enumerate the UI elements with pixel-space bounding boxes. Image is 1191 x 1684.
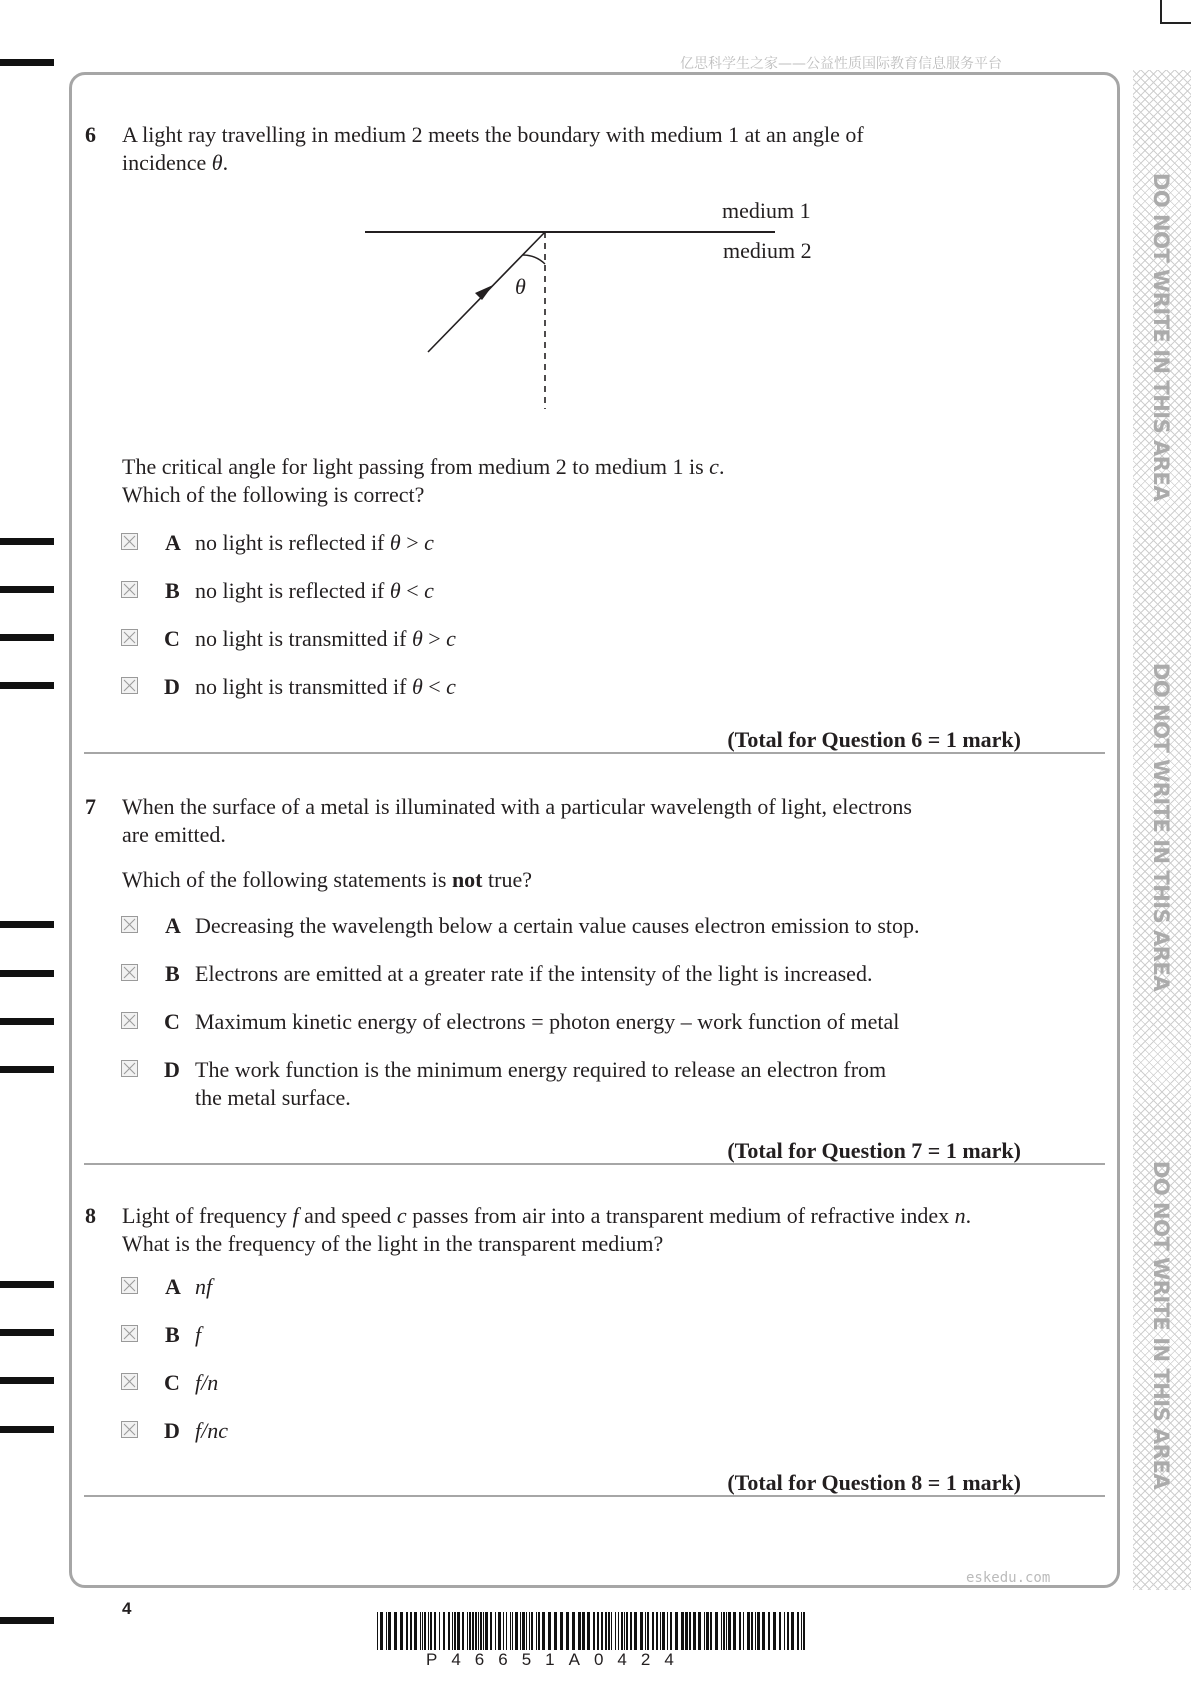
page-number: 4 [122, 1599, 132, 1618]
barcode-bar [467, 1612, 468, 1650]
barcode-bar [652, 1612, 654, 1650]
barcode-bar [386, 1612, 387, 1650]
barcode-bar [647, 1612, 649, 1650]
answer-checkbox[interactable] [121, 1325, 138, 1342]
question-stem: are emitted. [122, 822, 226, 847]
barcode-bar [779, 1612, 781, 1650]
option-text: nf [195, 1274, 213, 1299]
barcode-bar [773, 1612, 776, 1650]
barcode-bar [656, 1612, 658, 1650]
barcode-bar [605, 1612, 607, 1650]
question-total: (Total for Question 6 = 1 mark) [727, 727, 1021, 752]
barcode-bar [728, 1612, 731, 1650]
margin-tick [0, 1281, 54, 1288]
barcode-bar [733, 1612, 736, 1650]
cross-box-icon [122, 1422, 137, 1437]
barcode-bar [757, 1612, 760, 1650]
barcode-bar [522, 1612, 525, 1650]
barcode-bar [410, 1612, 412, 1650]
barcode-bar [601, 1612, 603, 1650]
barcode-bar [498, 1612, 501, 1650]
cross-box-icon [122, 1278, 137, 1293]
barcode-bar [755, 1612, 756, 1650]
option-text: f/n [195, 1370, 219, 1395]
corner-mark [1160, 22, 1191, 24]
answer-checkbox[interactable] [121, 677, 138, 694]
option-letter: D [164, 674, 180, 699]
barcode-bar [645, 1612, 646, 1650]
option-text: f [195, 1322, 202, 1347]
refraction-diagram [360, 195, 840, 415]
barcode-bar [480, 1612, 482, 1650]
cross-box-icon [122, 965, 137, 980]
barcode-bar [506, 1612, 507, 1650]
margin-tick [0, 970, 54, 977]
margin-tick [0, 538, 54, 545]
question-divider [84, 752, 1105, 754]
barcode-bar [608, 1612, 610, 1650]
barcode-bar [503, 1612, 504, 1650]
barcode-bar [660, 1612, 661, 1650]
question-prompt: Which of the following is correct? [122, 482, 425, 507]
barcode-bar [422, 1612, 423, 1650]
barcode-bar [693, 1612, 696, 1650]
barcode-bar [626, 1612, 628, 1650]
answer-checkbox[interactable] [121, 629, 138, 646]
barcode-bar [743, 1612, 744, 1650]
cross-box-icon [122, 630, 137, 645]
option-text: f/nc [195, 1418, 228, 1443]
cross-box-icon [122, 1326, 137, 1341]
barcode [377, 1612, 812, 1650]
option-text: Electrons are emitted at a greater rate if the intensity of the light is increased. [195, 961, 873, 986]
barcode-bar [542, 1612, 545, 1650]
option-letter: C [164, 1370, 180, 1395]
barcode-bar [512, 1612, 513, 1650]
option-letter: C [164, 626, 180, 651]
barcode-bar [424, 1612, 426, 1650]
barcode-bar [495, 1612, 496, 1650]
question-stem: Light of frequency f and speed c passes from air into a transparent medium of refractive index n. [122, 1203, 972, 1228]
question-divider [84, 1163, 1105, 1165]
barcode-bar [630, 1612, 632, 1650]
barcode-bar [675, 1612, 678, 1650]
barcode-bar [721, 1612, 722, 1650]
barcode-bar [803, 1612, 805, 1650]
barcode-bar [380, 1612, 383, 1650]
question-total: (Total for Question 7 = 1 mark) [727, 1138, 1021, 1163]
barcode-bar [706, 1612, 709, 1650]
margin-tick [0, 1066, 54, 1073]
angle-arc [523, 255, 545, 264]
barcode-bar [406, 1612, 408, 1650]
barcode-bar [797, 1612, 799, 1650]
barcode-bar [615, 1612, 616, 1650]
barcode-bar [784, 1612, 785, 1650]
barcode-bar [624, 1612, 625, 1650]
margin-tick [0, 634, 54, 641]
barcode-bar [428, 1612, 429, 1650]
margin-tick [0, 59, 54, 66]
option-letter: B [165, 578, 180, 603]
option-text: no light is transmitted if θ < c [195, 674, 456, 699]
cross-box-icon [122, 582, 137, 597]
option-letter: A [165, 530, 181, 555]
margin-tick [0, 1617, 54, 1624]
question-number: 7 [85, 794, 96, 819]
barcode-bar [587, 1612, 590, 1650]
answer-checkbox[interactable] [121, 1060, 138, 1077]
barcode-bar [454, 1612, 456, 1650]
answer-checkbox[interactable] [121, 916, 138, 933]
question-total: (Total for Question 8 = 1 mark) [727, 1470, 1021, 1495]
barcode-bar [582, 1612, 585, 1650]
barcode-bar [681, 1612, 684, 1650]
barcode-bar [483, 1612, 484, 1650]
question-stem: A light ray travelling in medium 2 meets the boundary with medium 1 at an angle of [122, 122, 864, 147]
barcode-bar [394, 1612, 397, 1650]
option-letter: C [164, 1009, 180, 1034]
answer-checkbox[interactable] [121, 1373, 138, 1390]
option-text: Maximum kinetic energy of electrons = photon energy – work function of metal [195, 1009, 900, 1034]
question-number: 8 [85, 1203, 96, 1228]
cross-box-icon [122, 917, 137, 932]
barcode-bar [526, 1612, 527, 1650]
question-prompt: What is the frequency of the light in the transparent medium? [122, 1231, 664, 1256]
answer-checkbox[interactable] [121, 533, 138, 550]
barcode-bar [791, 1612, 794, 1650]
cross-box-icon [122, 1013, 137, 1028]
barcode-bar [572, 1612, 575, 1650]
barcode-bar [510, 1612, 511, 1650]
option-text: no light is transmitted if θ > c [195, 626, 456, 651]
barcode-bar [726, 1612, 727, 1650]
barcode-bar [723, 1612, 725, 1650]
question-stem: incidence θ. [122, 150, 229, 175]
barcode-bar [400, 1612, 403, 1650]
question-divider [84, 1495, 1105, 1497]
margin-tick [0, 1329, 54, 1336]
medium-1-label: medium 1 [722, 198, 811, 223]
margin-tick [0, 682, 54, 689]
barcode-bar [475, 1612, 477, 1650]
cross-box-icon [122, 1061, 137, 1076]
margin-tick [0, 1018, 54, 1025]
barcode-bar [443, 1612, 445, 1650]
answer-checkbox[interactable] [121, 1012, 138, 1029]
barcode-bar [685, 1612, 688, 1650]
question-prompt: Which of the following statements is not true? [122, 867, 532, 892]
option-letter: B [165, 1322, 180, 1347]
barcode-bar [762, 1612, 765, 1650]
barcode-bar [485, 1612, 488, 1650]
barcode-bar [747, 1612, 750, 1650]
option-letter: D [164, 1057, 180, 1082]
barcode-bar [469, 1612, 471, 1650]
barcode-bar [457, 1612, 460, 1650]
barcode-bar [715, 1612, 718, 1650]
barcode-bar [434, 1612, 436, 1650]
answer-checkbox[interactable] [121, 964, 138, 981]
barcode-bar [787, 1612, 789, 1650]
barcode-bar [597, 1612, 599, 1650]
barcode-bar [634, 1612, 637, 1650]
barcode-bar [531, 1612, 533, 1650]
barcode-bar [430, 1612, 432, 1650]
barcode-bar [751, 1612, 753, 1650]
barcode-bar [618, 1612, 619, 1650]
barcode-bar [420, 1612, 421, 1650]
barcode-bar [439, 1612, 440, 1650]
barcode-bar [452, 1612, 453, 1650]
barcode-bar [548, 1612, 551, 1650]
barcode-bar [710, 1612, 712, 1650]
medium-2-label: medium 2 [723, 238, 812, 263]
margin-tick [0, 1377, 54, 1384]
barcode-bar [578, 1612, 581, 1650]
barcode-bar [560, 1612, 563, 1650]
corner-mark [1160, 0, 1162, 22]
barcode-bar [490, 1612, 492, 1650]
barcode-bar [670, 1612, 672, 1650]
option-letter: A [165, 913, 181, 938]
barcode-number: P46651A0424 [426, 1650, 688, 1669]
barcode-bar [698, 1612, 701, 1650]
barcode-bar [462, 1612, 464, 1650]
option-letter: A [165, 1274, 181, 1299]
barcode-bar [640, 1612, 643, 1650]
barcode-bar [520, 1612, 521, 1650]
cross-box-icon [122, 1374, 137, 1389]
option-text: no light is reflected if θ > c [195, 530, 434, 555]
barcode-bar [739, 1612, 741, 1650]
question-text: The critical angle for light passing from medium 2 to medium 1 is c. [122, 454, 725, 479]
option-text-continued: the metal surface. [195, 1085, 351, 1110]
barcode-bar [704, 1612, 705, 1650]
barcode-bar [538, 1612, 540, 1650]
answer-checkbox[interactable] [121, 581, 138, 598]
barcode-bar [566, 1612, 569, 1650]
margin-tick [0, 586, 54, 593]
option-letter: D [164, 1418, 180, 1443]
barcode-bar [448, 1612, 450, 1650]
cross-box-icon [122, 534, 137, 549]
margin-tick [0, 1426, 54, 1433]
barcode-bar [536, 1612, 537, 1650]
option-text: Decreasing the wavelength below a certain value causes electron emission to stop. [195, 913, 920, 938]
barcode-bar [593, 1612, 595, 1650]
barcode-bar [662, 1612, 665, 1650]
site-watermark: eskedu.com [966, 1570, 1051, 1586]
barcode-bar [388, 1612, 391, 1650]
barcode-bar [529, 1612, 530, 1650]
question-stem: When the surface of a metal is illuminated with a particular wavelength of light, electrons [122, 794, 912, 819]
header-watermark: 亿思科学生之家——公益性质国际教育信息服务平台 [680, 56, 1002, 72]
barcode-bar [611, 1612, 612, 1650]
barcode-bar [768, 1612, 770, 1650]
barcode-bar [667, 1612, 668, 1650]
barcode-bar [554, 1612, 557, 1650]
barcode-bar [801, 1612, 802, 1650]
answer-checkbox[interactable] [121, 1421, 138, 1438]
barcode-bar [621, 1612, 623, 1650]
ray-arrow-icon [475, 285, 493, 300]
option-text: no light is reflected if θ < c [195, 578, 434, 603]
angle-label: θ [515, 274, 526, 299]
question-number: 6 [85, 122, 96, 147]
barcode-bar [515, 1612, 518, 1650]
margin-tick [0, 921, 54, 928]
cross-box-icon [122, 678, 137, 693]
option-text: The work function is the minimum energy required to release an electron from [195, 1057, 887, 1082]
barcode-bar [478, 1612, 479, 1650]
barcode-bar [689, 1612, 691, 1650]
barcode-bar [472, 1612, 474, 1650]
option-letter: B [165, 961, 180, 986]
barcode-bar [414, 1612, 417, 1650]
barcode-bar [377, 1612, 378, 1650]
answer-checkbox[interactable] [121, 1277, 138, 1294]
